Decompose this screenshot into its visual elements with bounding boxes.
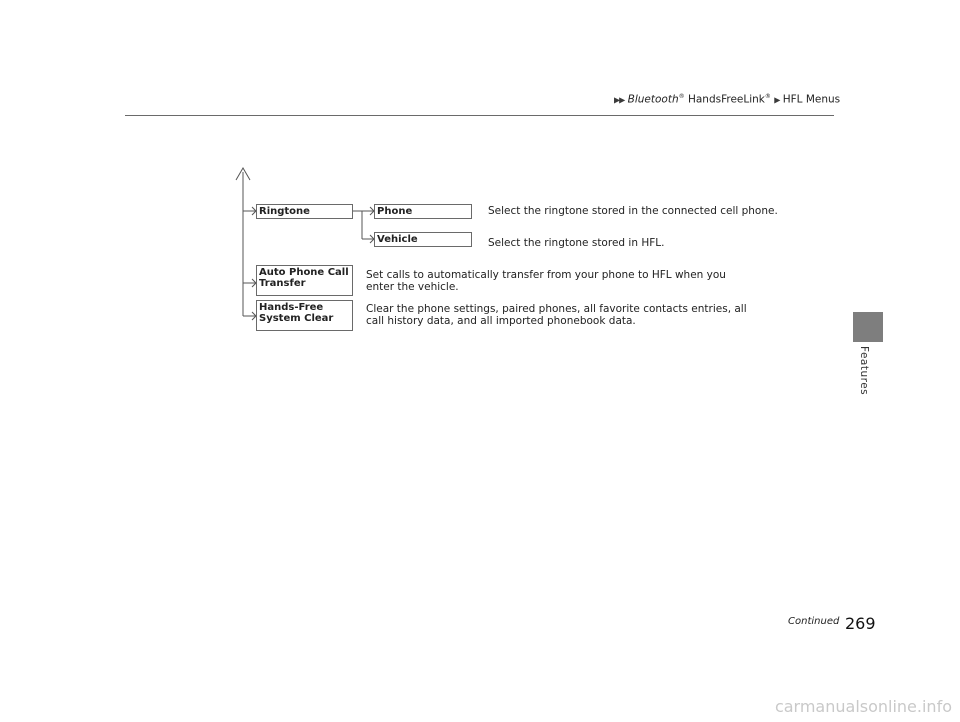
watermark: carmanualsonline.info bbox=[774, 697, 952, 716]
breadcrumb-registered-mark: ® bbox=[764, 93, 771, 100]
menu-item-auto-transfer-label-line2: Transfer bbox=[259, 278, 306, 289]
menu-item-system-clear-label-line2: System Clear bbox=[259, 313, 334, 324]
system-clear-description-line1: Clear the phone settings, paired phones, all favorite contacts entries, all bbox=[366, 303, 747, 315]
menu-option-phone-description: Select the ringtone stored in the connected cell phone. bbox=[488, 205, 778, 217]
menu-item-auto-phone-call-transfer bbox=[256, 265, 353, 296]
menu-item-ringtone bbox=[256, 204, 353, 219]
menu-item-auto-transfer-description bbox=[366, 269, 726, 293]
menu-item-system-clear-description bbox=[366, 303, 747, 327]
section-label: Features bbox=[858, 346, 870, 396]
breadcrumb-hfl-menus: HFL Menus bbox=[782, 93, 841, 106]
menu-option-vehicle bbox=[374, 232, 472, 247]
menu-option-phone bbox=[374, 204, 472, 219]
breadcrumb-handsfreelink: HandsFreeLink bbox=[684, 93, 765, 106]
continued-label: Continued bbox=[788, 616, 840, 627]
system-clear-description-line2: call history data, and all imported phonebook data. bbox=[366, 315, 636, 327]
menu-item-ringtone-label: Ringtone bbox=[259, 206, 310, 217]
breadcrumb-bluetooth: Bluetooth bbox=[627, 93, 679, 106]
auto-transfer-description-line2: enter the vehicle. bbox=[366, 281, 459, 293]
menu-item-hands-free-system-clear bbox=[256, 300, 353, 331]
page-number: 269 bbox=[845, 614, 876, 633]
menu-option-phone-label: Phone bbox=[377, 206, 413, 217]
auto-transfer-description-line1: Set calls to automatically transfer from your phone to HFL when you bbox=[366, 269, 726, 281]
menu-item-system-clear-label-line1: Hands-Free bbox=[259, 302, 324, 313]
breadcrumb-registered-mark: ® bbox=[678, 93, 685, 100]
menu-item-auto-transfer-label-line1: Auto Phone Call bbox=[259, 267, 349, 278]
breadcrumb-arrow-icon: ▶▶ bbox=[614, 95, 625, 105]
breadcrumb-arrow-icon: ▶ bbox=[774, 95, 780, 105]
menu-option-vehicle-description: Select the ringtone stored in HFL. bbox=[488, 237, 665, 249]
menu-option-vehicle-label: Vehicle bbox=[377, 234, 418, 245]
